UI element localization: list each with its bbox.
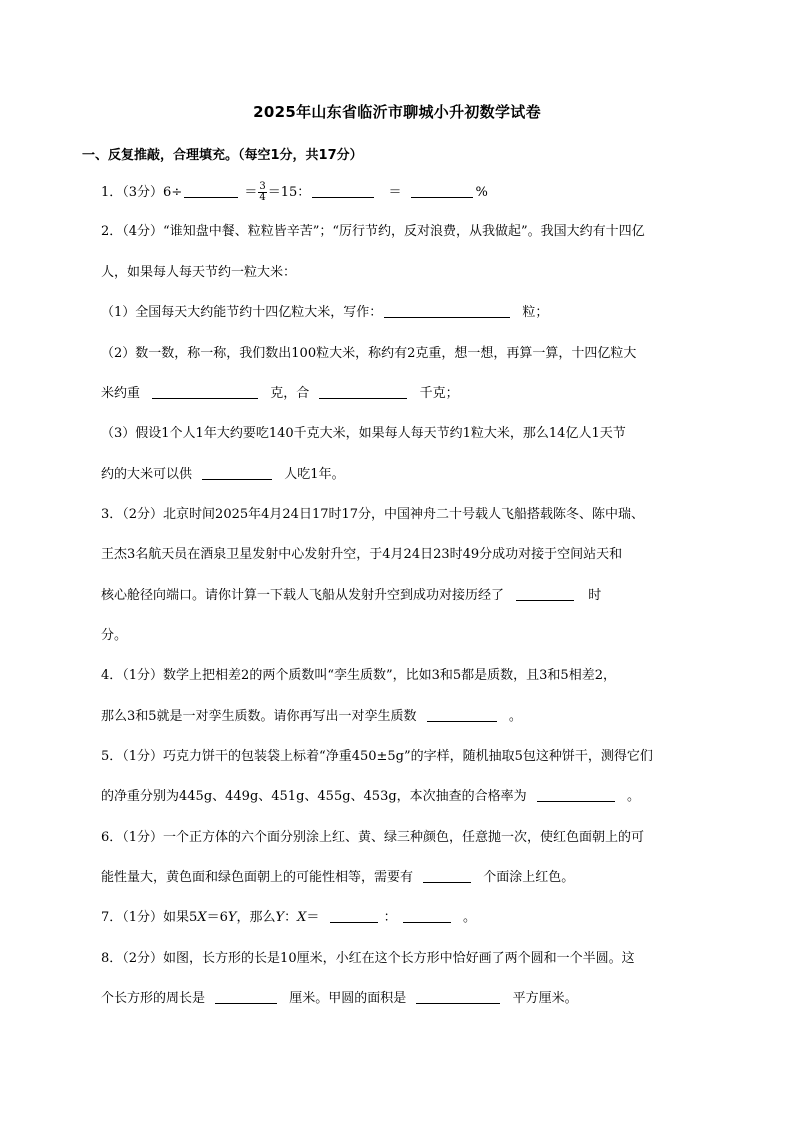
answer-blank[interactable] [416,989,500,1004]
question-6-line-1: 6．（1分）一个正方体的六个面分别涂上红、黄、绿三种颜色，任意抛一次，使红色面朝上的可 [101,830,645,845]
question-2-part-2-line-2: 米约重 克，合 千克； [101,386,459,401]
question-7: 7．（1分）如果5X＝6Y，那么Y：X＝ ： 。 [101,910,476,925]
question-2-line-2: 人，如果每人每天节约一粒大米： [101,265,297,280]
question-3-line-4: 分。 [101,628,128,643]
answer-blank[interactable] [423,868,471,883]
question-5-line-1: 5．（1分）巧克力饼干的包装袋上标着“净重450±5g”的字样，随机抽取5包这种饼干，测得它们 [101,749,653,764]
question-8-line-1: 8．（2分）如图，长方形的长是10厘米，小红在这个长方形中恰好画了两个圆和一个半圆。这 [101,951,635,966]
answer-blank[interactable] [427,707,497,722]
question-2-line-1: 2．（4分）“谁知盘中餐、粒粒皆辛苦”；“厉行节约，反对浪费，从我做起”。我国大约有十四亿 [101,224,645,239]
question-4-line-2: 那么3和5就是一对孪生质数。请你再写出一对孪生质数 。 [101,709,522,724]
answer-blank[interactable] [516,586,574,601]
answer-blank[interactable] [202,465,272,480]
answer-blank[interactable] [184,183,238,198]
answer-blank[interactable] [403,908,451,923]
question-3-line-2: 王杰3名航天员在酒泉卫星发射中心发射升空，于4月24日23时49分成功对接于空间站天和 [101,547,623,562]
question-4-line-1: 4．（1分）数学上把相差2的两个质数叫“孪生质数”，比如3和5都是质数，且3和5相差2， [101,668,616,683]
answer-blank[interactable] [152,384,258,399]
question-2-part-1: （1）全国每天大约能节约十四亿粒大米，写作： 粒； [101,305,549,320]
answer-blank[interactable] [537,787,615,802]
exam-title: 2025年山东省临沂市聊城小升初数学试卷 [253,103,541,121]
question-2-part-2-line-1: （2）数一数，称一称，我们数出100粒大米，称约有2克重，想一想，再算一算，十四亿粒大 [101,346,637,361]
section-heading-1: 一、反复推敲，合理填充。（每空1分，共17分） [82,148,363,163]
question-5-line-2: 的净重分别为445g、449g、451g、455g、453g，本次抽查的合格率为 。 [101,789,640,804]
question-3-line-3: 核心舱径向端口。请你计算一下载人飞船从发射升空到成功对接历经了 时 [101,588,602,603]
fraction: $\frac{3}{4}$ [259,181,266,203]
answer-blank[interactable] [319,384,407,399]
question-1: 1．（3分）6÷ ＝ $\frac{3}{4}$ ＝15： ＝ % [101,181,488,203]
answer-blank[interactable] [411,183,473,198]
answer-blank[interactable] [215,989,277,1004]
question-2-part-3-line-1: （3）假设1个人1年大约要吃140千克大米，如果每人每天节约1粒大米，那么14亿人1天节 [101,426,626,441]
answer-blank[interactable] [330,908,378,923]
answer-blank[interactable] [384,303,510,318]
answer-blank[interactable] [312,183,374,198]
question-8-line-2: 个长方形的周长是 厘米。甲圆的面积是 平方厘米。 [101,991,578,1006]
question-2-part-3-line-2: 约的大米可以供 人吃1年。 [101,467,345,482]
question-6-line-2: 能性量大，黄色面和绿色面朝上的可能性相等，需要有 个面涂上红色。 [101,870,575,885]
question-3-line-1: 3．（2分）北京时间2025年4月24日17时17分，中国神舟二十号载人飞船搭载陈冬、陈中瑞、 [101,507,645,522]
